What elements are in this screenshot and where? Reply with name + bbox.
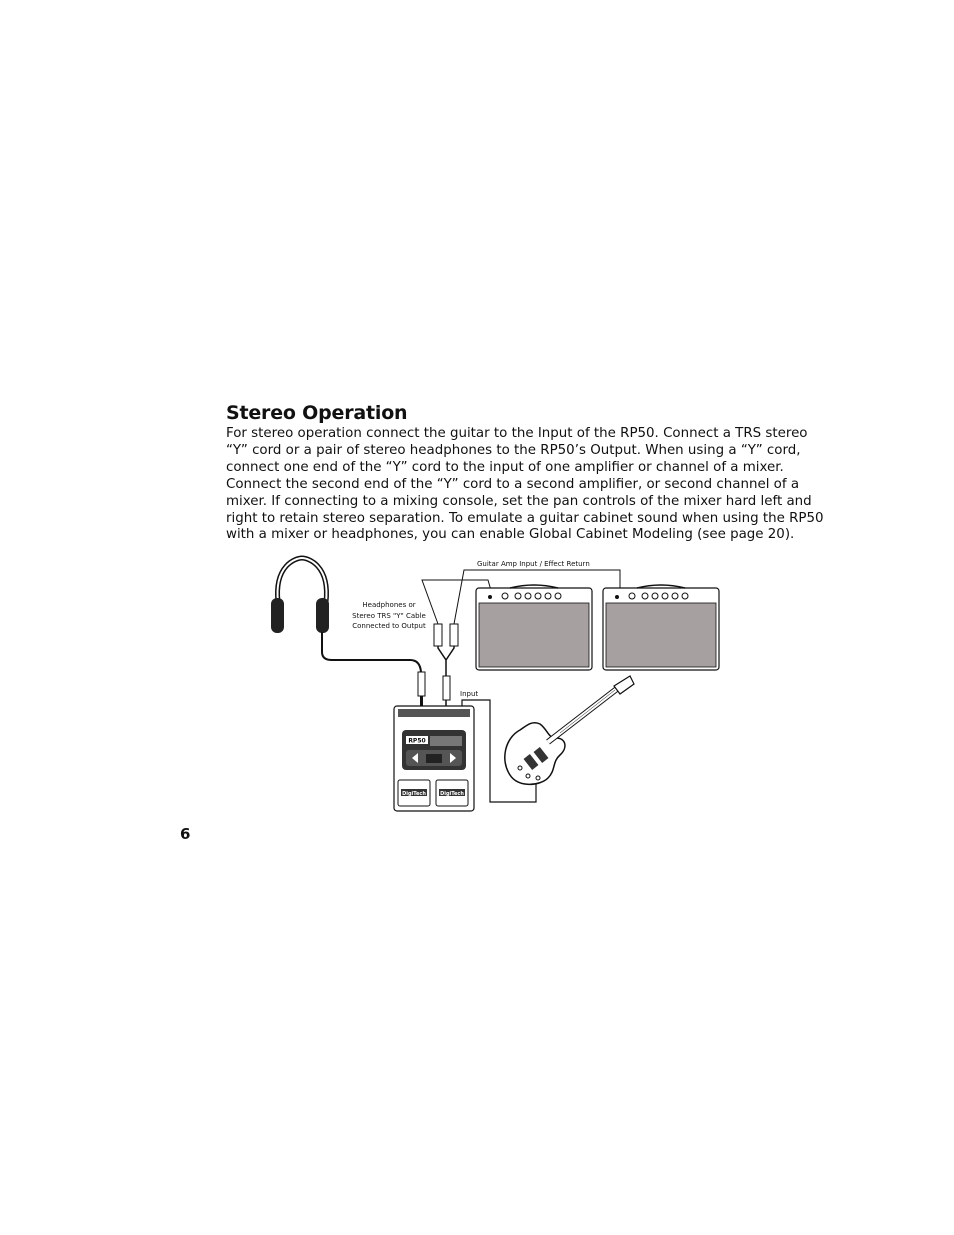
brand-label: DigiTech	[440, 791, 464, 797]
pedal-model-label: RP50	[408, 737, 426, 745]
page-number: 6	[180, 825, 191, 843]
section-title: Stereo Operation	[226, 402, 408, 424]
paragraph-line: mixer. If connecting to a mixing console, set the pan controls of the mixer hard left and	[226, 493, 812, 509]
amp-input-label: Guitar Amp Input / Effect Return	[477, 560, 590, 568]
guitar-amp-icon	[603, 585, 719, 670]
paragraph-line: “Y” cord or a pair of stereo headphones to the RP50’s Output. When using a “Y” cord,	[226, 442, 801, 458]
input-label: Input	[460, 690, 479, 698]
headphones-label-line: Connected to Output	[352, 622, 426, 630]
rp50-pedal-icon	[394, 706, 474, 811]
electric-guitar-icon	[505, 676, 634, 784]
headphones-icon	[271, 558, 425, 706]
headphones-label-line: Stereo TRS "Y" Cable	[352, 612, 426, 620]
paragraph-line: right to retain stereo separation. To emulate a guitar cabinet sound when using the RP50	[226, 510, 824, 526]
paragraph-line: Connect the second end of the “Y” cord to a second amplifier, or second channel of a	[226, 476, 800, 492]
brand-label: DigiTech	[402, 791, 426, 797]
guitar-amp-icon	[476, 585, 592, 670]
paragraph-line: with a mixer or headphones, you can enable Global Cabinet Modeling (see page 20).	[226, 527, 795, 543]
headphones-label-line: Headphones or	[362, 601, 416, 609]
paragraph-line: For stereo operation connect the guitar to the Input of the RP50. Connect a TRS stereo	[226, 426, 808, 441]
paragraph-line: connect one end of the “Y” cord to the input of one amplifier or channel of a mixer.	[226, 459, 784, 475]
